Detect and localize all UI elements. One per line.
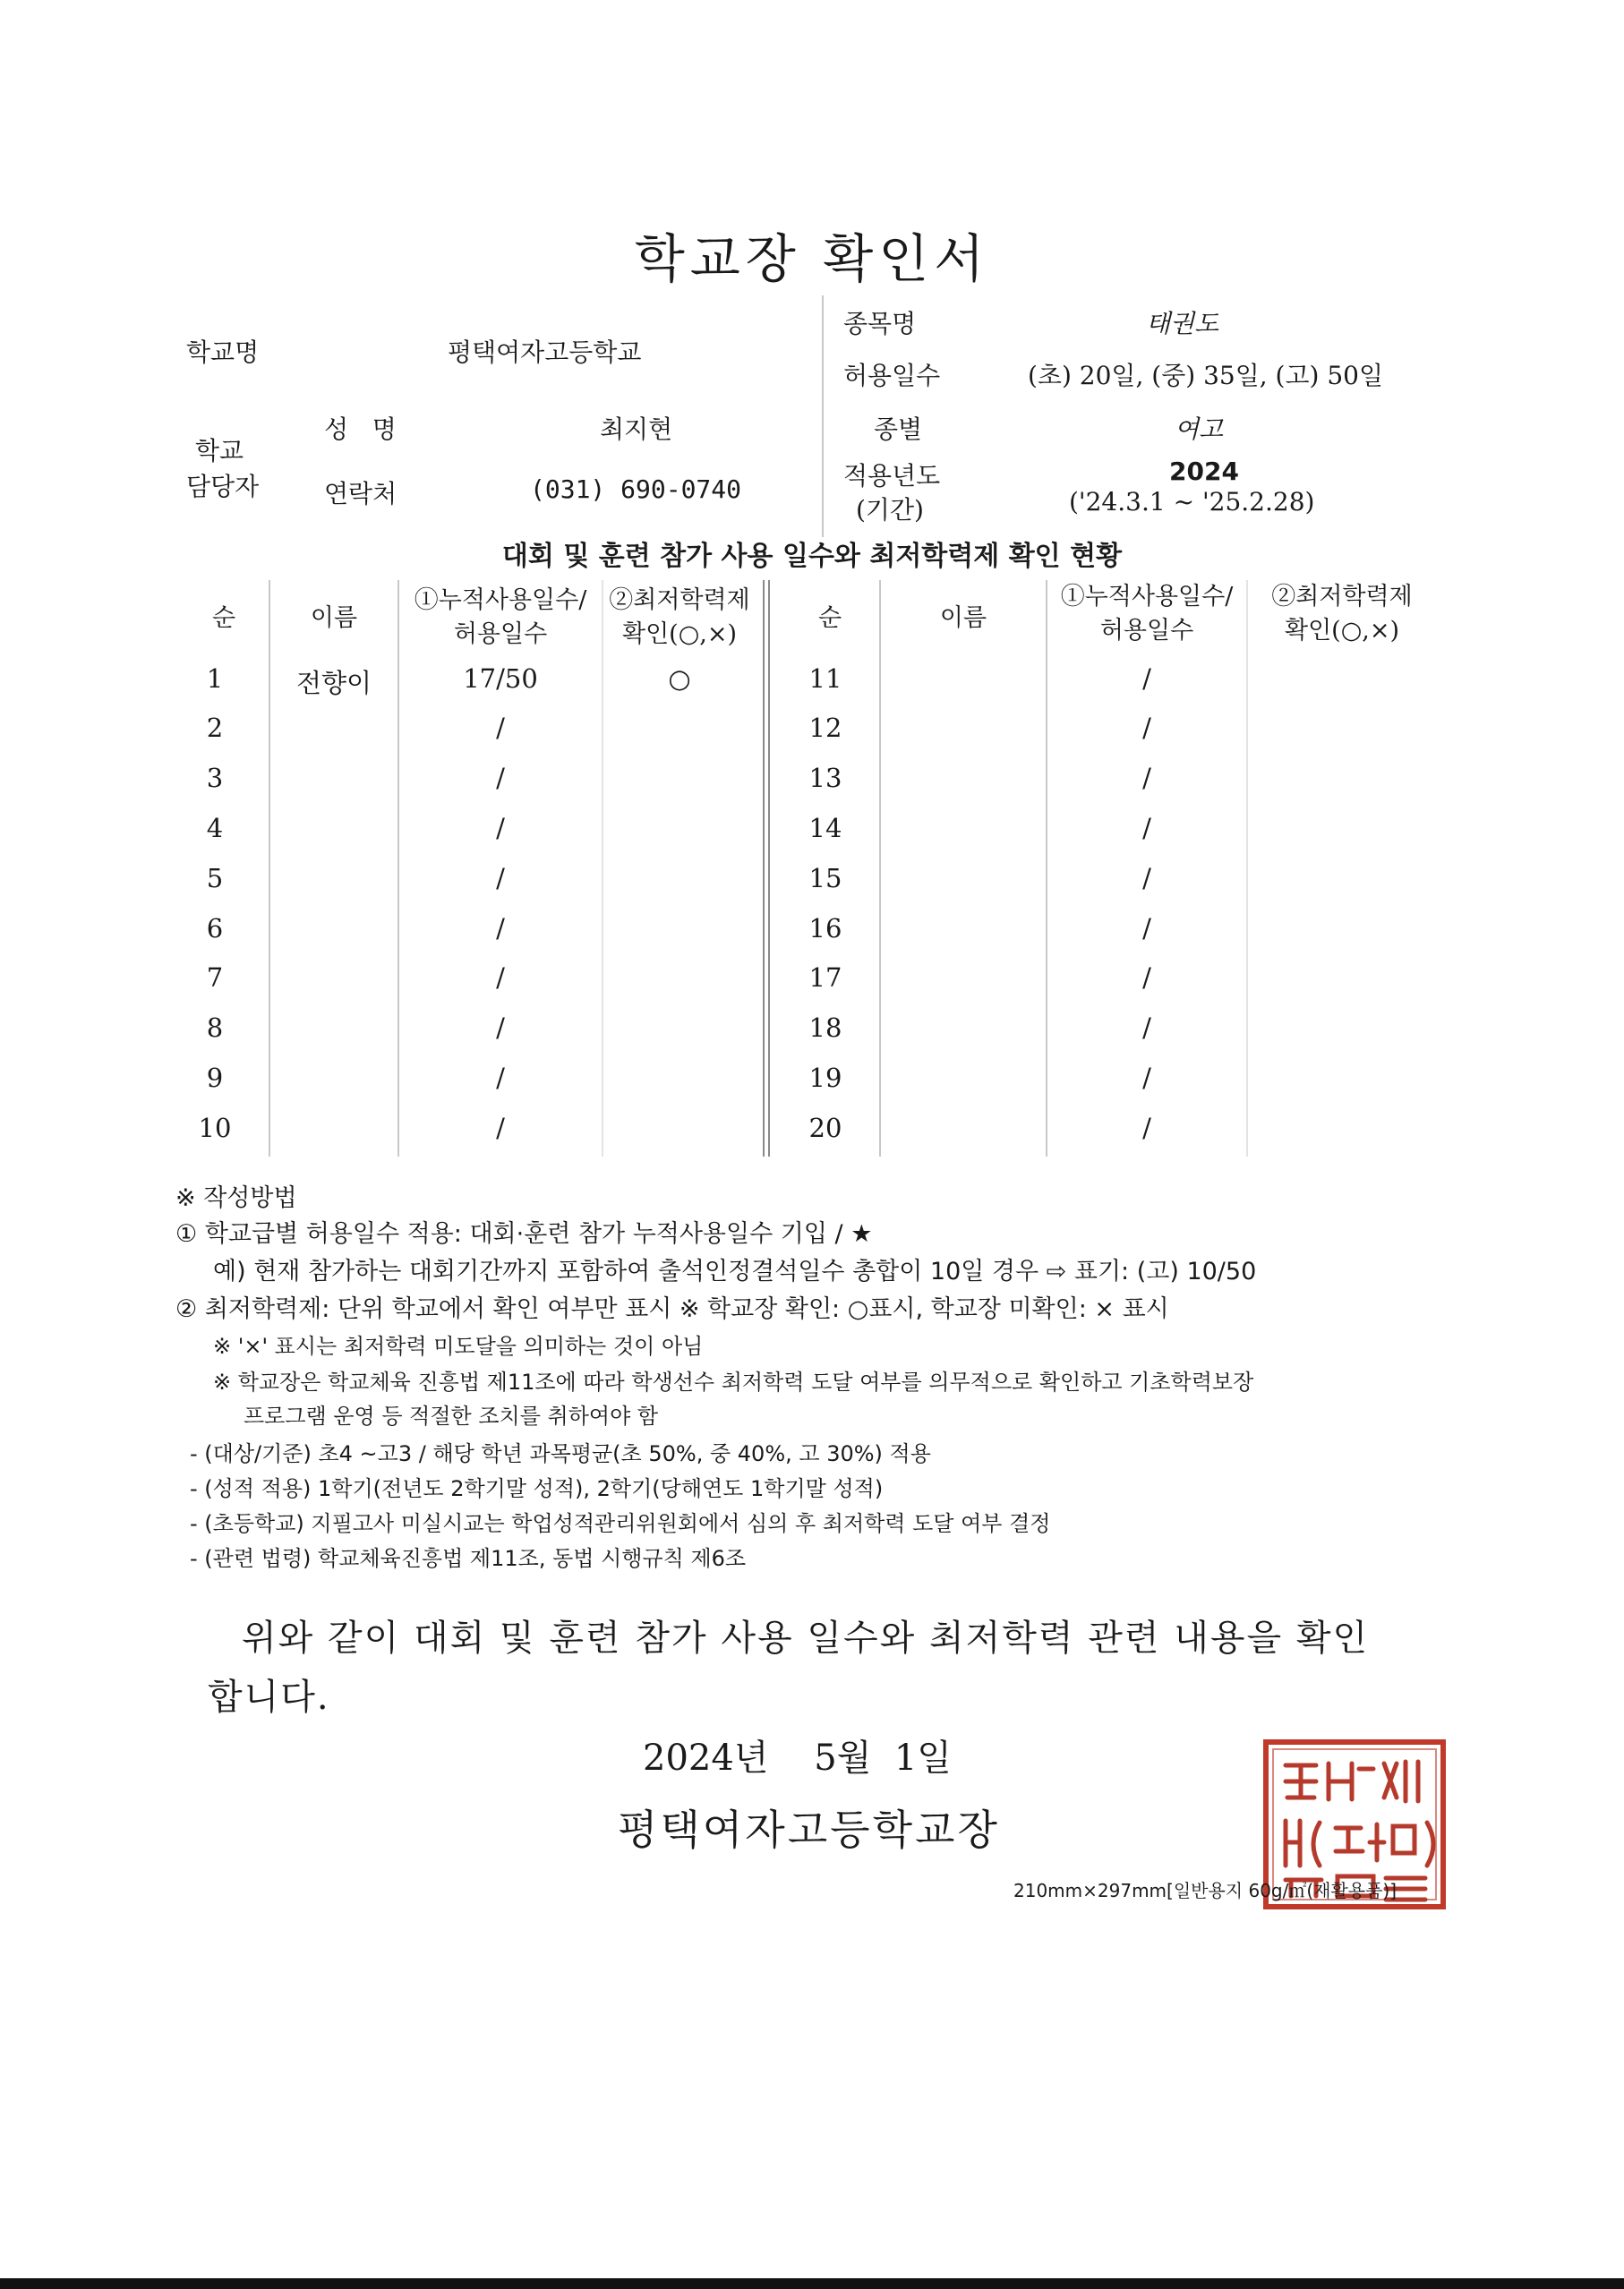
row-days: / (1142, 663, 1151, 694)
instruction-2: ② 최저학력제: 단위 학교에서 확인 여부만 표시 ※ 학교장 확인: ○표시, 학교장 미확인: × 표시 (175, 1295, 1169, 1323)
detail-3: - (초등학교) 지필고사 미실시교는 학업성적관리위원회에서 심의 후 최저학력 도달 여부 결정 (190, 1511, 1051, 1536)
name-value: 최지현 (600, 414, 673, 444)
document-title: 학교장 확인서 (634, 228, 990, 289)
row-no: 4 (206, 813, 224, 843)
period-label: (기간) (856, 495, 924, 525)
detail-1: - (대상/기준) 초4 ~고3 / 해당 학년 과목평균(초 50%, 중 40%, 고 30%) 적용 (190, 1441, 931, 1466)
row-days: / (1142, 962, 1151, 993)
row-days: / (1142, 1063, 1151, 1093)
header-no-right: 순 (817, 604, 842, 632)
row-no: 15 (808, 863, 842, 893)
row-days: / (1142, 863, 1151, 893)
col-divider (1246, 580, 1248, 1157)
year-value: 2024 (1169, 457, 1239, 486)
year-label: 적용년도 (843, 461, 941, 491)
row-no: 1 (206, 663, 224, 694)
header-check-left (594, 584, 765, 652)
row-check: ○ (668, 663, 691, 694)
manager-label-line2: 담당자 (186, 472, 260, 501)
instruction-2-note-b2: 프로그램 운영 등 적절한 조치를 취하여야 함 (244, 1404, 659, 1429)
row-no: 14 (808, 813, 842, 843)
name-label: 성 명 (324, 414, 397, 444)
row-no: 17 (808, 962, 842, 993)
row-days: / (1142, 1113, 1151, 1143)
header-name-left: 이름 (310, 604, 358, 632)
row-name: 전향이 (295, 668, 372, 698)
row-no: 13 (808, 763, 842, 793)
detail-2: - (성적 적용) 1학기(전년도 2학기말 성적), 2학기(당해연도 1학기말 성적) (190, 1476, 884, 1501)
instructions-heading: ※ 작성방법 (175, 1184, 297, 1212)
row-no: 5 (206, 863, 224, 893)
declaration-line2: 합니다. (208, 1677, 330, 1718)
table-title: 대회 및 훈련 참가 사용 일수와 최저학력제 확인 현황 (501, 541, 1123, 572)
header-check-line1: ②최저학력제 (609, 586, 750, 614)
instruction-1: ① 학교급별 허용일수 적용: 대회·훈련 참가 누적사용일수 기입 / ★ (175, 1220, 873, 1248)
row-days: / (1142, 763, 1151, 793)
row-no: 6 (206, 913, 224, 944)
row-no: 20 (808, 1113, 842, 1143)
row-no: 8 (206, 1012, 224, 1043)
header-check-line2: 확인(○,×) (622, 620, 737, 648)
period-value: ('24.3.1 ~ '25.2.28) (1069, 487, 1315, 517)
contact-value: (031) 690-0740 (530, 474, 742, 504)
category-label: 종별 (874, 414, 923, 444)
header-days-line2: 허용일수 (1099, 617, 1194, 645)
paper-size-footer: 210mm×297mm[일반용지 60g/㎡(재활용품)] (1013, 1880, 1397, 1901)
principal-name: 평택여자고등학교장 (618, 1806, 1000, 1854)
row-no: 11 (808, 663, 842, 694)
header-days-line2: 허용일수 (453, 620, 548, 648)
header-no-left: 순 (211, 604, 236, 632)
header-days-line1: ①누적사용일수/ (414, 586, 587, 614)
row-days: / (1142, 1012, 1151, 1043)
issue-date: 2024년 5월 1일 (643, 1738, 952, 1779)
row-no: 12 (808, 713, 842, 743)
event-label: 종목명 (843, 309, 917, 338)
row-days: / (496, 763, 505, 793)
row-days: 17/50 (463, 663, 538, 694)
header-days-left (399, 584, 602, 652)
row-days: / (1142, 713, 1151, 743)
detail-4: - (관련 법령) 학교체육진흥법 제11조, 동법 시행규칙 제6조 (190, 1546, 747, 1571)
school-label: 학교명 (186, 337, 260, 367)
manager-label-line1: 학교 (195, 436, 244, 465)
header-days-right (1047, 580, 1246, 648)
school-value: 평택여자고등학교 (448, 337, 642, 367)
row-days: / (496, 913, 505, 944)
row-no: 10 (198, 1113, 232, 1143)
category-value: 여고 (1175, 414, 1224, 444)
header-check-line1: ②최저학력제 (1271, 583, 1413, 611)
scan-bottom-edge (0, 2278, 1624, 2289)
row-days: / (1142, 813, 1151, 843)
contact-label: 연락처 (324, 479, 397, 508)
event-value: 태권도 (1146, 309, 1219, 338)
row-days: / (496, 1012, 505, 1043)
header-days-line1: ①누적사용일수/ (1060, 583, 1234, 611)
row-days: / (1142, 913, 1151, 944)
row-days: / (496, 1113, 505, 1143)
row-no: 16 (808, 913, 842, 944)
col-divider (879, 580, 881, 1157)
row-no: 7 (206, 962, 224, 993)
center-divider (768, 580, 770, 1157)
row-no: 9 (206, 1063, 224, 1093)
instruction-2-note-a: ※ '×' 표시는 최저학력 미도달을 의미하는 것이 아님 (213, 1334, 704, 1359)
header-name-right: 이름 (939, 604, 987, 632)
row-no: 18 (808, 1012, 842, 1043)
header-check-line2: 확인(○,×) (1285, 617, 1399, 645)
row-days: / (496, 713, 505, 743)
row-no: 19 (808, 1063, 842, 1093)
header-check-right (1248, 580, 1436, 648)
allowed-days-value: (초) 20일, (중) 35일, (고) 50일 (1028, 361, 1384, 390)
row-days: / (496, 1063, 505, 1093)
instruction-2-note-b1: ※ 학교장은 학교체육 진흥법 제11조에 따라 학생선수 최저학력 도달 여부를 의무적으로 확인하고 기초학력보장 (213, 1370, 1254, 1395)
info-divider (822, 295, 824, 537)
declaration-line1: 위와 같이 대회 및 훈련 참가 사용 일수와 최저학력 관련 내용을 확인 (242, 1618, 1370, 1659)
row-no: 3 (206, 763, 224, 793)
row-days: / (496, 863, 505, 893)
row-days: / (496, 813, 505, 843)
allowed-days-label: 허용일수 (843, 361, 941, 390)
instruction-1-example: 예) 현재 참가하는 대회기간까지 포함하여 출석인정결석일수 총합이 10일 경우 ⇨ 표기: (고) 10/50 (213, 1258, 1257, 1285)
row-days: / (496, 962, 505, 993)
row-no: 2 (206, 713, 224, 743)
